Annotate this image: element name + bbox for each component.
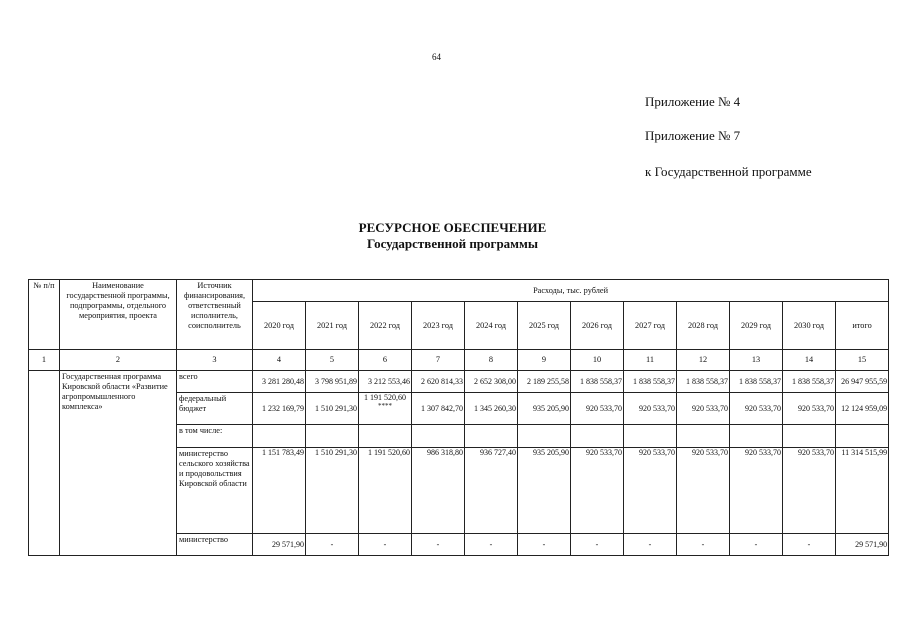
header-year: 2020 год — [253, 302, 306, 350]
value-cell — [677, 425, 730, 448]
value-cell: 920 533,70 — [624, 448, 677, 534]
value-cell: 920 533,70 — [783, 393, 836, 425]
value-cell: 2 620 814,33 — [412, 371, 465, 393]
value-cell — [518, 425, 571, 448]
value-cell: 1 838 558,37 — [571, 371, 624, 393]
value-cell: - — [465, 534, 518, 556]
value-cell: 986 318,80 — [412, 448, 465, 534]
value-cell: 920 533,70 — [730, 448, 783, 534]
resource-table — [28, 279, 889, 556]
value-cell — [730, 425, 783, 448]
value-cell: 935 205,90 — [518, 393, 571, 425]
header-year: 2024 год — [465, 302, 518, 350]
value-cell: 1 510 291,30 — [306, 448, 359, 534]
value-cell: - — [624, 534, 677, 556]
source-cell: министерство — [177, 534, 253, 556]
source-cell: всего — [177, 371, 253, 393]
value-cell: 2 189 255,58 — [518, 371, 571, 393]
appendix-line-1: Приложение № 4 — [645, 94, 741, 109]
column-number: 9 — [518, 350, 571, 371]
footnote-marker: **** — [378, 402, 392, 410]
column-number: 4 — [253, 350, 306, 371]
value-cell: 920 533,70 — [571, 448, 624, 534]
value-cell: 1 838 558,37 — [624, 371, 677, 393]
row-number — [29, 371, 60, 556]
column-number: 3 — [177, 350, 253, 371]
value-cell: 26 947 955,59 — [836, 371, 889, 393]
source-cell: министерство сельского хозяйства и продовольствия Кировской области — [177, 448, 253, 534]
value-cell — [836, 425, 889, 448]
header-year: итого — [836, 302, 889, 350]
value-cell: 3 798 951,89 — [306, 371, 359, 393]
header-year: 2025 год — [518, 302, 571, 350]
header-year: 2027 год — [624, 302, 677, 350]
header-year: 2030 год — [783, 302, 836, 350]
program-name: Государственная программа Кировской области «Развитие агропромышленного комплекса» — [60, 371, 177, 556]
value-cell: 920 533,70 — [677, 448, 730, 534]
value-cell: - — [412, 534, 465, 556]
header-source: Источник финансирования, ответственный исполнитель, соисполнитель — [177, 280, 253, 350]
value-cell: - — [571, 534, 624, 556]
source-cell: федеральный бюджет — [177, 393, 253, 425]
header-year: 2023 год — [412, 302, 465, 350]
column-number: 11 — [624, 350, 677, 371]
source-cell: в том числе: — [177, 425, 253, 448]
document-title: РЕСУРСНОЕ ОБЕСПЕЧЕНИЕ — [358, 220, 547, 235]
column-number: 13 — [730, 350, 783, 371]
header-year: 2021 год — [306, 302, 359, 350]
value-cell — [359, 425, 412, 448]
value-cell — [465, 425, 518, 448]
value-cell: - — [306, 534, 359, 556]
header-expenses: Расходы, тыс. рублей — [253, 280, 889, 302]
value-cell: 1 838 558,37 — [783, 371, 836, 393]
column-number: 5 — [306, 350, 359, 371]
value-cell: 1 151 783,49 — [253, 448, 306, 534]
value-cell — [783, 425, 836, 448]
column-number: 8 — [465, 350, 518, 371]
value-cell: 3 212 553,46 — [359, 371, 412, 393]
header-num: № п/п — [29, 280, 60, 350]
column-number: 15 — [836, 350, 889, 371]
value-cell: 1 838 558,37 — [677, 371, 730, 393]
header-year: 2022 год — [359, 302, 412, 350]
value-cell: 11 314 515,99 — [836, 448, 889, 534]
page-number: 64 — [432, 52, 441, 62]
value-cell: 920 533,70 — [571, 393, 624, 425]
header-year: 2028 год — [677, 302, 730, 350]
value-cell — [571, 425, 624, 448]
value-cell: - — [518, 534, 571, 556]
column-number: 10 — [571, 350, 624, 371]
value-cell: 3 281 280,48 — [253, 371, 306, 393]
value-cell — [624, 425, 677, 448]
column-number: 14 — [783, 350, 836, 371]
header-year: 2029 год — [730, 302, 783, 350]
value-cell: 1 191 520,60 — [359, 448, 412, 534]
value-cell: 920 533,70 — [730, 393, 783, 425]
column-number: 12 — [677, 350, 730, 371]
value-cell: 1 345 260,30 — [465, 393, 518, 425]
value-cell: 920 533,70 — [624, 393, 677, 425]
appendix-line-3: к Государственной программе — [645, 164, 812, 179]
column-number: 1 — [29, 350, 60, 371]
value-cell: 2 652 308,00 — [465, 371, 518, 393]
value-cell: 935 205,90 — [518, 448, 571, 534]
value-cell: - — [730, 534, 783, 556]
value-cell: 29 571,90 — [836, 534, 889, 556]
value-cell — [359, 393, 412, 425]
value-cell — [412, 425, 465, 448]
value-cell: 1 510 291,30 — [306, 393, 359, 425]
value-cell: 1 307 842,70 — [412, 393, 465, 425]
value-cell: 1 232 169,79 — [253, 393, 306, 425]
appendix-line-2: Приложение № 7 — [645, 128, 741, 143]
value-cell: - — [359, 534, 412, 556]
column-number: 2 — [60, 350, 177, 371]
column-number: 7 — [412, 350, 465, 371]
value-cell: 29 571,90 — [253, 534, 306, 556]
value-cell: 920 533,70 — [783, 448, 836, 534]
column-number: 6 — [359, 350, 412, 371]
value-text: 1 191 520,60 — [364, 393, 406, 402]
value-cell: 936 727,40 — [465, 448, 518, 534]
value-cell: - — [677, 534, 730, 556]
document-subtitle: Государственной программы — [366, 236, 539, 251]
header-name: Наименование государственной программы, подпрограммы, отдельного мероприятия, проекта — [60, 280, 177, 350]
value-cell — [253, 425, 306, 448]
header-year: 2026 год — [571, 302, 624, 350]
value-cell: 1 838 558,37 — [730, 371, 783, 393]
value-cell: 12 124 959,09 — [836, 393, 889, 425]
value-cell: 920 533,70 — [677, 393, 730, 425]
value-cell — [306, 425, 359, 448]
value-cell: - — [783, 534, 836, 556]
